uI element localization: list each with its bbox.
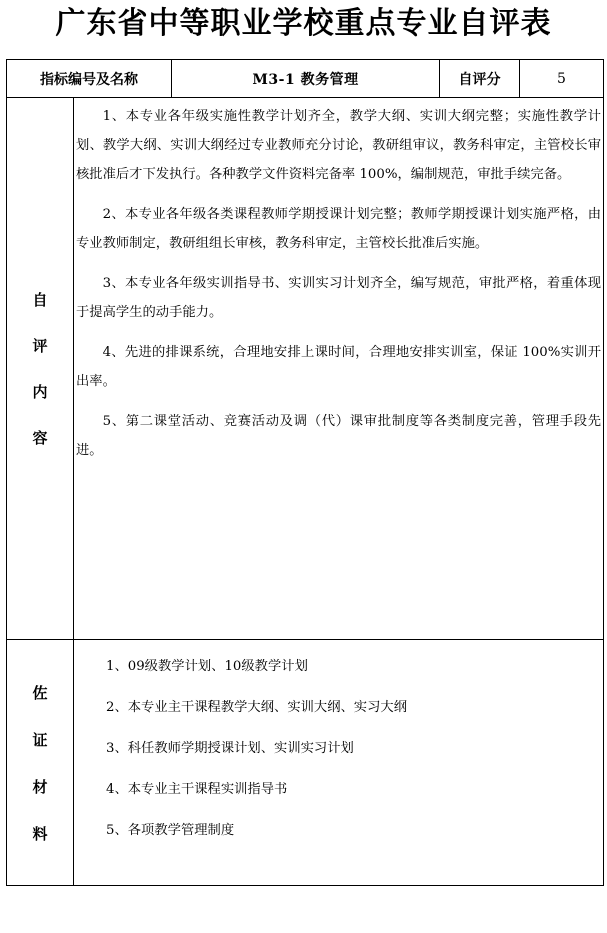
self-eval-paragraph: 2、本专业各年级各类课程教师学期授课计划完整；教师学期授课计划实施严格，由专业教师制定，教研组组长审核，教务科审定，主管校长批准后实施。 [76, 207, 601, 251]
evidence-item: 3、科任教师学期授课计划、实训实习计划 [106, 741, 354, 756]
self-eval-label: 自 评 内 容 [7, 98, 74, 640]
indicator-value: M3-1 教务管理 [172, 60, 440, 98]
evidence-content [74, 640, 604, 886]
evidence-item: 2、本专业主干课程教学大纲、实训大纲、实习大纲 [106, 700, 407, 715]
evidence-item: 5、各项教学管理制度 [106, 823, 235, 838]
self-eval-paragraph: 4、先进的排课系统，合理地安排上课时间，合理地安排实训室，保证 100%实训开出率。 [76, 345, 601, 389]
self-evaluation-table [6, 59, 604, 886]
page-title: 广东省中等职业学校重点专业自评表 [55, 6, 552, 41]
evidence-label: 佐 证 材 料 [7, 640, 74, 886]
header-row [7, 60, 604, 98]
score-value: 5 [520, 60, 604, 98]
evidence-item: 1、09级教学计划、10级教学计划 [106, 659, 308, 674]
evidence-item: 4、本专业主干课程实训指导书 [106, 782, 288, 797]
score-label: 自评分 [440, 60, 520, 98]
self-eval-content [74, 98, 604, 640]
self-eval-paragraph: 3、本专业各年级实训指导书、实训实习计划齐全，编写规范，审批严格，着重体现于提高学生的动手能力。 [76, 276, 601, 320]
evidence-row [7, 640, 604, 886]
self-eval-row [7, 98, 604, 640]
self-eval-paragraph: 5、第二课堂活动、竞赛活动及调（代）课审批制度等各类制度完善，管理手段先进。 [76, 414, 601, 458]
self-eval-paragraph: 1、本专业各年级实施性教学计划齐全，教学大纲、实训大纲完整；实施性教学计划、教学大纲、实训大纲经过专业教师充分讨论，教研组审议，教务科审定，主管校长审核批准后才下发执行。各种教学文件资料完备率 100%，编制规范，审批手续完备。 [76, 109, 601, 182]
indicator-label: 指标编号及名称 [7, 60, 172, 98]
